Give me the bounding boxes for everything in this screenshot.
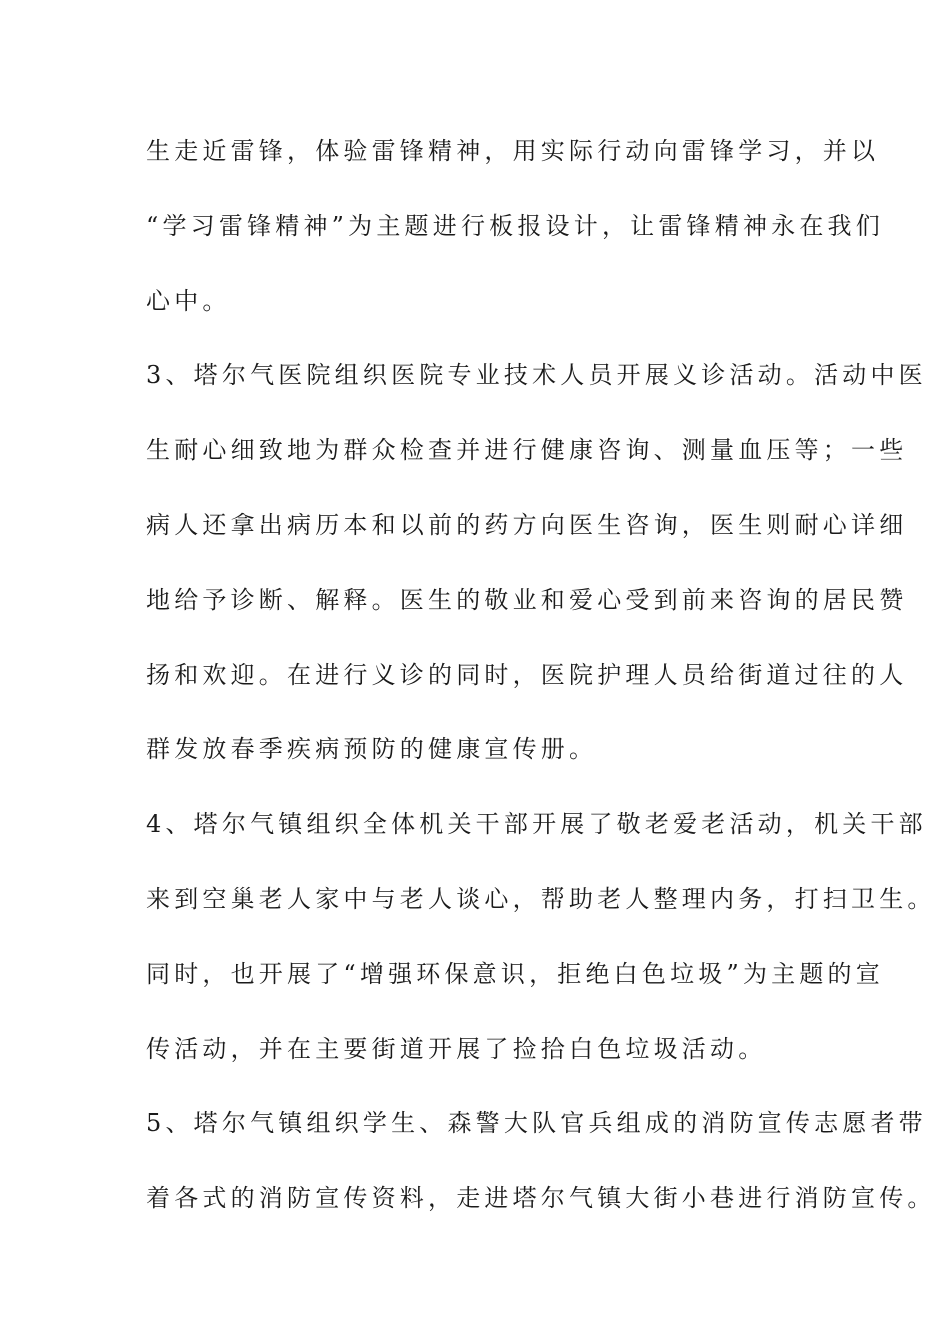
body-text: [146, 131, 936, 1253]
text-line: 心中。: [146, 286, 231, 315]
text-line: 地给予诊断、解释。医生的敬业和爱心受到前来咨询的居民赞: [146, 585, 908, 614]
text-line: “学习雷锋精神”为主题进行板报设计，让雷锋精神永在我们: [146, 211, 884, 240]
text-line: 同时，也开展了“增强环保意识，拒绝白色垃圾”为主题的宣: [146, 959, 884, 988]
text-line: 群发放春季疾病预防的健康宣传册。: [146, 735, 598, 764]
text-line: 生走近雷锋，体验雷锋精神，用实际行动向雷锋学习，并以: [146, 137, 880, 165]
text-line: 4、塔尔气镇组织全体机关干部开展了敬老爱老活动，机关干部: [146, 810, 927, 839]
text-line: 5、塔尔气镇组织学生、森警大队官兵组成的消防宣传志愿者带: [146, 1109, 927, 1138]
text-line: 生耐心细致地为群众检查并进行健康咨询、测量血压等；一些: [146, 436, 908, 465]
text-line: 传活动，并在主要街道开展了捡拾白色垃圾活动。: [146, 1034, 767, 1063]
text-line: 3、塔尔气医院组织医院专业技术人员开展义诊活动。活动中医: [146, 361, 927, 390]
text-line: 病人还拿出病历本和以前的药方向医生咨询，医生则耐心详细: [146, 510, 908, 539]
text-line: 着各式的消防宣传资料，走进塔尔气镇大街小巷进行消防宣传。: [146, 1184, 936, 1213]
text-line: 来到空巢老人家中与老人谈心，帮助老人整理内务，打扫卫生。: [146, 884, 936, 913]
text-line: 扬和欢迎。在进行义诊的同时，医院护理人员给街道过往的人: [146, 660, 908, 689]
